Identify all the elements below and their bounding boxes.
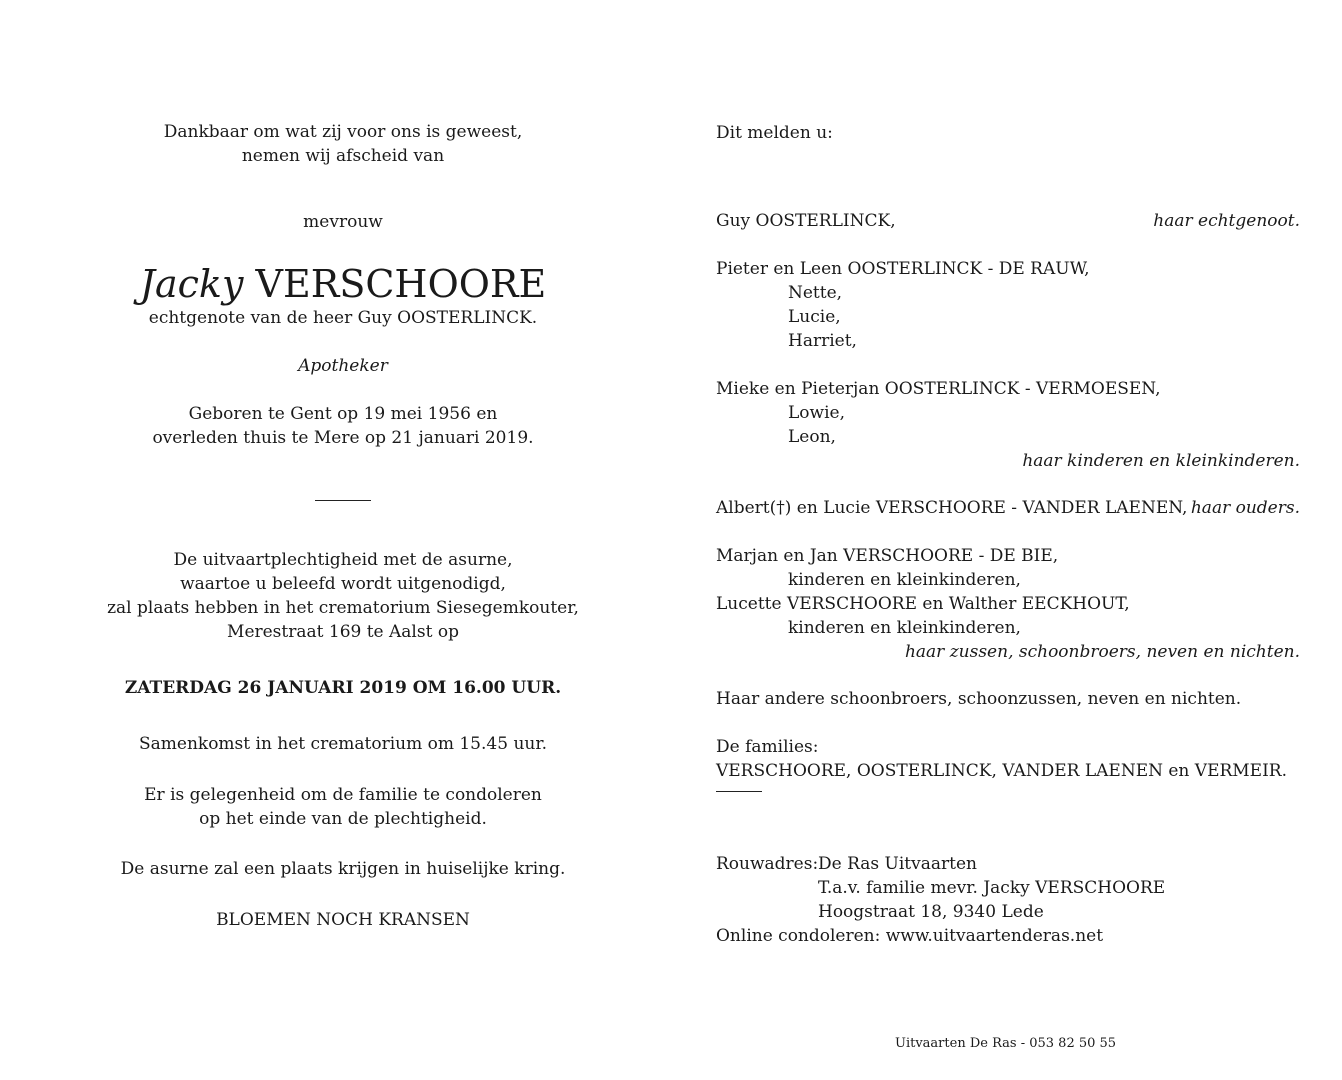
deceased-name [40,260,646,308]
title-text: mevrouw [303,212,383,232]
family-1: Pieter en Leen OOSTERLINCK - DE RAUW, [716,259,1090,279]
online-condolences: Online condoleren: www.uitvaartenderas.net [716,926,1104,946]
announce-text: Dit melden u: [716,123,833,143]
address-block [716,852,1300,876]
ceremony-date: ZATERDAG 26 JANUARI 2019 OM 16.00 UUR. [124,678,562,698]
sibling-1-sub: kinderen en kleinkinderen, [788,570,1021,590]
profession-text: Apotheker [298,356,388,376]
urn-text: De asurne zal een plaats krijgen in huiselijke kring. [120,859,566,879]
parents-name: Albert(†) en Lucie VERSCHOORE - VANDER LAENEN, [716,498,1188,518]
parents-role: haar ouders. [1190,498,1300,518]
condole-line-1: Er is gelegenheid om de familie te condoleren [144,785,542,805]
family-1-child: Harriet, [788,331,857,351]
footer-credit: Uitvaarten De Ras - 053 82 50 55 [895,1036,1117,1051]
parents-row [716,496,1300,520]
address-line-3: Hoogstraat 18, 9340 Lede [818,902,1044,922]
ceremony-line-3: zal plaats hebben in het crematorium Siesegemkouter, [107,598,579,618]
address-label: Rouwadres: [716,854,819,874]
family-2-child: Leon, [788,427,836,447]
first-name: Jacky [139,262,244,306]
children-role: haar kinderen en kleinkinderen. [1022,451,1300,471]
family-2-child: Lowie, [788,403,845,423]
family-1-child: Nette, [788,283,843,303]
intro-line-1: Dankbaar om wat zij voor ons is geweest, [163,122,523,142]
died-text: overleden thuis te Mere op 21 januari 2019. [152,428,534,448]
gathering-text: Samenkomst in het crematorium om 15.45 uur. [138,734,548,754]
husband-name: Guy OOSTERLINCK, [716,211,896,231]
divider-rule [315,500,371,501]
condole-line-2: op het einde van de plechtigheid. [199,809,487,829]
born-text: Geboren te Gent op 19 mei 1956 en [188,404,498,424]
address-line-2: T.a.v. familie mevr. Jacky VERSCHOORE [818,878,1166,898]
left-column [40,120,646,932]
husband-role: haar echtgenoot. [1153,211,1300,231]
ceremony-line-4: Merestraat 169 te Aalst op [227,622,459,642]
intro-line-2: nemen wij afscheid van [241,146,445,166]
others-text: Haar andere schoonbroers, schoonzussen, neven en nichten. [716,689,1242,709]
siblings-role: haar zussen, schoonbroers, neven en nichten. [904,642,1300,662]
family-1-child: Lucie, [788,307,841,327]
ceremony-line-1: De uitvaartplechtigheid met de asurne, [173,550,513,570]
sibling-2-sub: kinderen en kleinkinderen, [788,618,1021,638]
last-name: VERSCHOORE [255,262,547,306]
right-column [716,121,1300,948]
sibling-1: Marjan en Jan VERSCHOORE - DE BIE, [716,546,1059,566]
family-2: Mieke en Pieterjan OOSTERLINCK - VERMOESEN, [716,379,1161,399]
husband-row [716,209,1300,233]
families-text: VERSCHOORE, OOSTERLINCK, VANDER LAENEN en VERMEIR. [716,761,1288,781]
families-label: De families: [716,737,819,757]
flowers-text: BLOEMEN NOCH KRANSEN [216,910,470,930]
families-rule [716,791,762,792]
address-line-1: De Ras Uitvaarten [818,854,977,874]
sibling-2: Lucette VERSCHOORE en Walther EECKHOUT, [716,594,1130,614]
ceremony-line-2: waartoe u beleefd wordt uitgenodigd, [180,574,506,594]
spouse-text: echtgenote van de heer Guy OOSTERLINCK. [148,308,538,328]
